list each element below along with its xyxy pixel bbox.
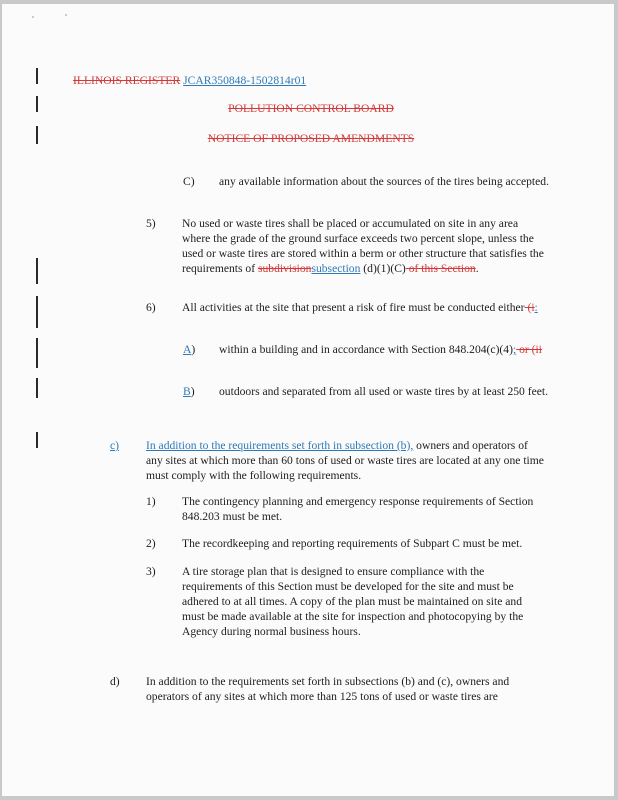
- item-label: 6): [146, 301, 156, 314]
- item-6a-ins-label: A: [183, 343, 192, 356]
- change-bar: [36, 68, 38, 84]
- item-5-text-b: (d)(1)(C): [360, 262, 406, 275]
- item-6a-label-suffix: ): [191, 343, 196, 356]
- item-6-del1: (i: [524, 301, 535, 314]
- item-6b-text: outdoors and separated from all used or waste tires by at least 250 feet.: [219, 385, 549, 398]
- item-c-main-body: owners and operators of any sites at which more than 60 tons of used or waste tires are located at any one time must comply with the following requirements.: [146, 439, 544, 482]
- item-c3-text: A tire storage plan that is designed to ensure compliance with the requirements of this Section must be developed for the site and must be adhered to at all times. A copy of the plan must be maintained on site and must be made available at the site for inspection and photocopying by the Agency during normal business hours.: [182, 565, 524, 638]
- document-page: [2, 4, 614, 796]
- change-bar: [36, 258, 38, 284]
- scan-speck: [65, 14, 67, 16]
- notice-title: NOTICE OF PROPOSED AMENDMENTS: [207, 132, 415, 145]
- item-5-ins1: subsection: [311, 262, 361, 275]
- item-5-text-a: No used or waste tires shall be placed or accumulated on site in any area where the grade of the ground surface exceeds two percent slope, unless the used or waste tires are stored within a berm or other structure that satisfies the requirements of: [182, 217, 544, 275]
- item-label: 2): [146, 537, 156, 550]
- item-5-del2: of this Section: [405, 262, 476, 275]
- item-6a-ins1: ;: [512, 343, 517, 356]
- change-bar: [36, 432, 38, 448]
- item-c-sub-text: any available information about the sources of the tires being accepted.: [219, 175, 549, 188]
- item-6a-del1: or (ii: [516, 343, 542, 356]
- item-c2-text: The recordkeeping and reporting requirements of Subpart C must be met.: [182, 537, 523, 550]
- item-5-del1: subdivision: [257, 262, 312, 275]
- register-deleted: ILLINOIS REGISTER: [73, 74, 181, 87]
- change-bar: [36, 378, 38, 398]
- item-label: C): [183, 175, 195, 188]
- change-bar: [36, 296, 38, 328]
- item-6a-text: [219, 342, 555, 357]
- board-title: POLLUTION CONTROL BOARD: [228, 102, 394, 115]
- item-6b-label-suffix: ): [190, 385, 195, 398]
- item-label: c): [110, 439, 120, 452]
- item-5-text-c: .: [475, 262, 479, 275]
- change-bar: [36, 338, 38, 368]
- item-label: [183, 342, 195, 357]
- scan-speck: [32, 16, 34, 18]
- item-label: 3): [146, 565, 156, 578]
- register-inserted: JCAR350848-1502814r01: [183, 74, 307, 87]
- item-c-main-ins1: In addition to the requirements set forth in subsection (b),: [146, 439, 414, 452]
- item-d-main-text: In addition to the requirements set forth in subsections (b) and (c), owners and operators of any sites at which more than 125 tons of used or waste tires are: [146, 675, 510, 703]
- item-6-ins1: :: [534, 301, 538, 314]
- item-c1-text: The contingency planning and emergency response requirements of Section 848.203 must be met.: [182, 495, 534, 523]
- item-6b-ins-label: B: [183, 385, 191, 398]
- register-header: [73, 74, 306, 87]
- item-label: 1): [146, 495, 156, 508]
- item-label: 5): [146, 217, 156, 230]
- item-6-text: [182, 300, 554, 315]
- item-6-text-a: All activities at the site that present a risk of fire must be conducted either: [182, 301, 525, 314]
- item-label: [183, 384, 195, 399]
- item-5-text: [182, 216, 548, 276]
- item-label: d): [110, 675, 120, 688]
- item-6a-body: within a building and in accordance with Section 848.204(c)(4): [219, 343, 513, 356]
- item-c-main-text: [146, 438, 546, 483]
